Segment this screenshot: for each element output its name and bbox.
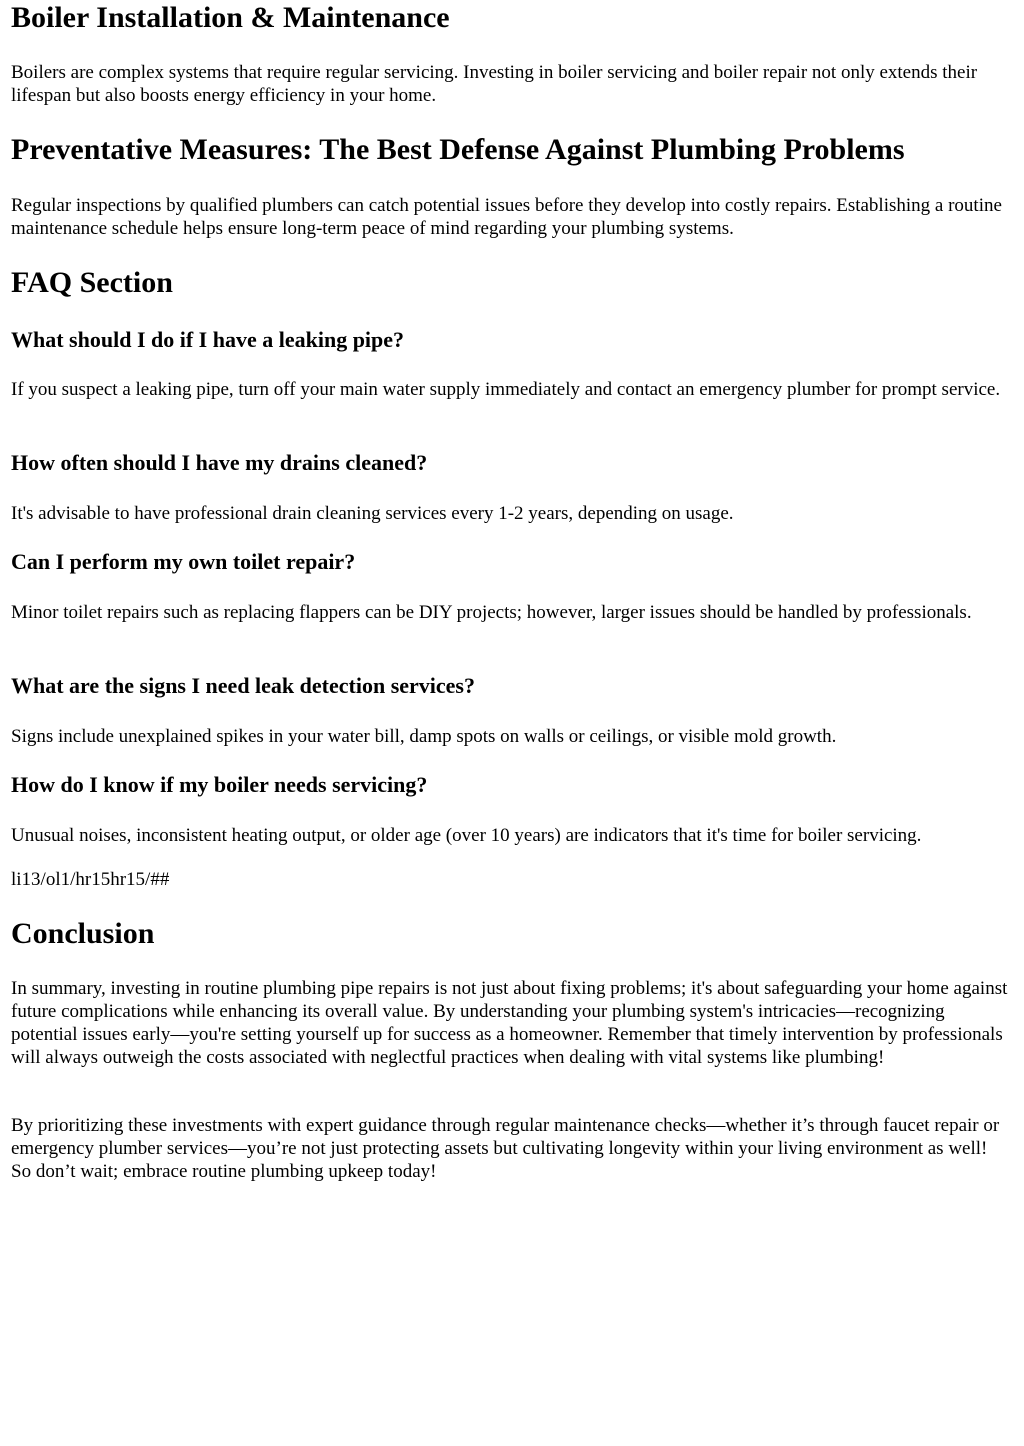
boiler-text: Boilers are complex systems that require regular servicing. Investing in boiler servicing and boiler repair not only extends their lifespan but also boosts energy efficiency in your home. (11, 62, 978, 106)
markup-artifact-text: li13/ol1/hr15hr15/## (11, 869, 170, 890)
conclusion-heading: Conclusion (11, 917, 155, 950)
conclusion-paragraph: In summary, investing in routine plumbing pipe repairs is not just about fixing problems; it's about safeguarding your home against future complications while enhancing its overall value. By understanding your plumbing system's intricacies—recognizing potential issues early—you're setting yourself up for success as a homeowner. Remember that timely intervention by professionals will always outweigh the costs associated with neglectful practices when dealing with vital systems like plumbing! (11, 978, 1008, 1068)
faq-answer: Signs include unexplained spikes in your water bill, damp spots on walls or ceilings, or visible mold growth. (11, 726, 837, 747)
faq-question: What are the signs I need leak detection services? (11, 673, 475, 698)
conclusion-paragraph: By prioritizing these investments with expert guidance through regular maintenance checks—whether it’s through faucet repair or emergency plumber services—you’re not just protecting assets but cultivating longevity within your living environment as well! So don’t wait; embrace routine plumbing upkeep today! (11, 1115, 1000, 1182)
faq-answer: Unusual noises, inconsistent heating output, or older age (over 10 years) are indicators that it's time for boiler servicing. (11, 825, 922, 846)
preventative-heading: Preventative Measures: The Best Defense Against Plumbing Problems (11, 133, 905, 166)
boiler-heading: Boiler Installation & Maintenance (11, 1, 450, 34)
preventative-text: Regular inspections by qualified plumbers can catch potential issues before they develop into costly repairs. Establishing a routine maintenance schedule helps ensure long-term peace of mind regarding your plumbing systems. (11, 195, 1002, 239)
faq-question: Can I perform my own toilet repair? (11, 549, 356, 574)
faq-question: What should I do if I have a leaking pipe? (11, 327, 405, 352)
faq-question: How often should I have my drains cleaned? (11, 450, 428, 475)
faq-question: How do I know if my boiler needs servicing? (11, 772, 428, 797)
faq-answer: Minor toilet repairs such as replacing flappers can be DIY projects; however, larger issues should be handled by professionals. (11, 602, 972, 623)
faq-answer: It's advisable to have professional drain cleaning services every 1-2 years, depending on usage. (11, 503, 734, 524)
faq-answer: If you suspect a leaking pipe, turn off your main water supply immediately and contact an emergency plumber for prompt service. (11, 379, 1001, 400)
faq-heading: FAQ Section (11, 266, 173, 299)
